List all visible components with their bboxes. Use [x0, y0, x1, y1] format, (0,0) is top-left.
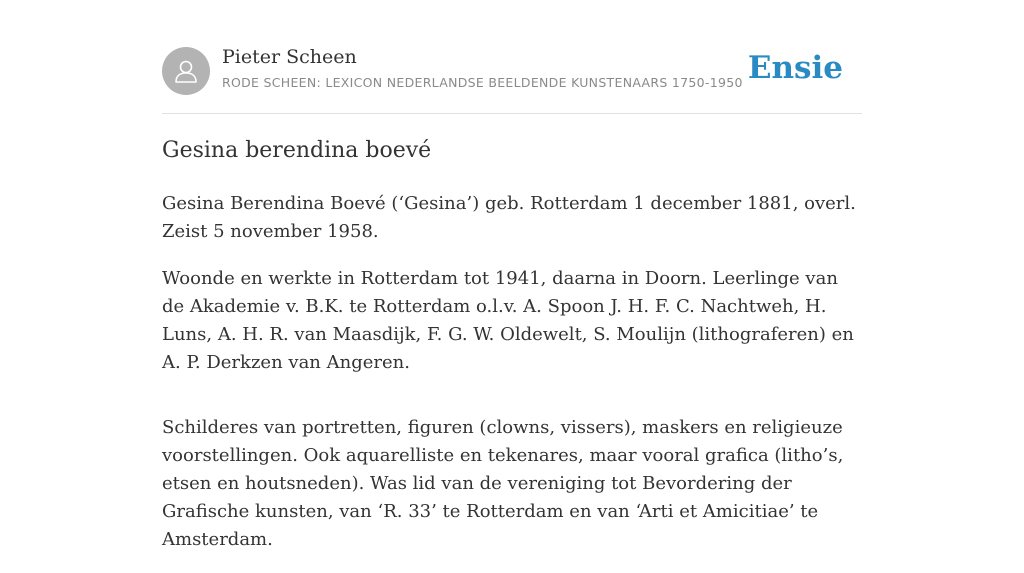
ensie-logo[interactable]: Ensie	[747, 50, 843, 86]
source-label[interactable]: RODE SCHEEN: LEXICON NEDERLANDSE BEELDENDE KUNSTENAARS 1750-1950	[222, 75, 743, 90]
article-header	[162, 46, 862, 96]
user-icon	[172, 57, 200, 85]
author-name[interactable]: Pieter Scheen	[222, 46, 357, 68]
page-title: Gesina berendina boevé	[162, 138, 432, 163]
header-divider	[162, 113, 862, 114]
paragraph: Gesina Berendina Boevé (‘Gesina’) geb. Rotterdam 1 december 1881, overl. Zeist 5 november 1958.	[162, 193, 856, 242]
paragraph: Woonde en werkte in Rotterdam tot 1941, daarna in Doorn. Leerlinge van de Akademie v. B.K. te Rotterdam o.l.v. A. Spoon J. H. F. C. Nachtweh, H. Luns, A. H. R. van Maasdijk, F. G. W. Oldewelt, S. Moulijn (lithograferen) en A. P. Derkzen van Angeren.	[162, 268, 854, 373]
article-body	[162, 190, 862, 573]
paragraph: Schilderes van portretten, figuren (clowns, vissers), maskers en religieuze voorstellingen. Ook aquarelliste en tekenares, maar vooral grafica (litho’s, etsen en houtsneden). Was lid van de vereniging tot Bevordering der Grafische kunsten, van ‘R. 33’ te Rotterdam en van ‘Arti et Amicitiae’ te Amsterdam.	[162, 417, 844, 550]
avatar[interactable]	[162, 47, 210, 95]
